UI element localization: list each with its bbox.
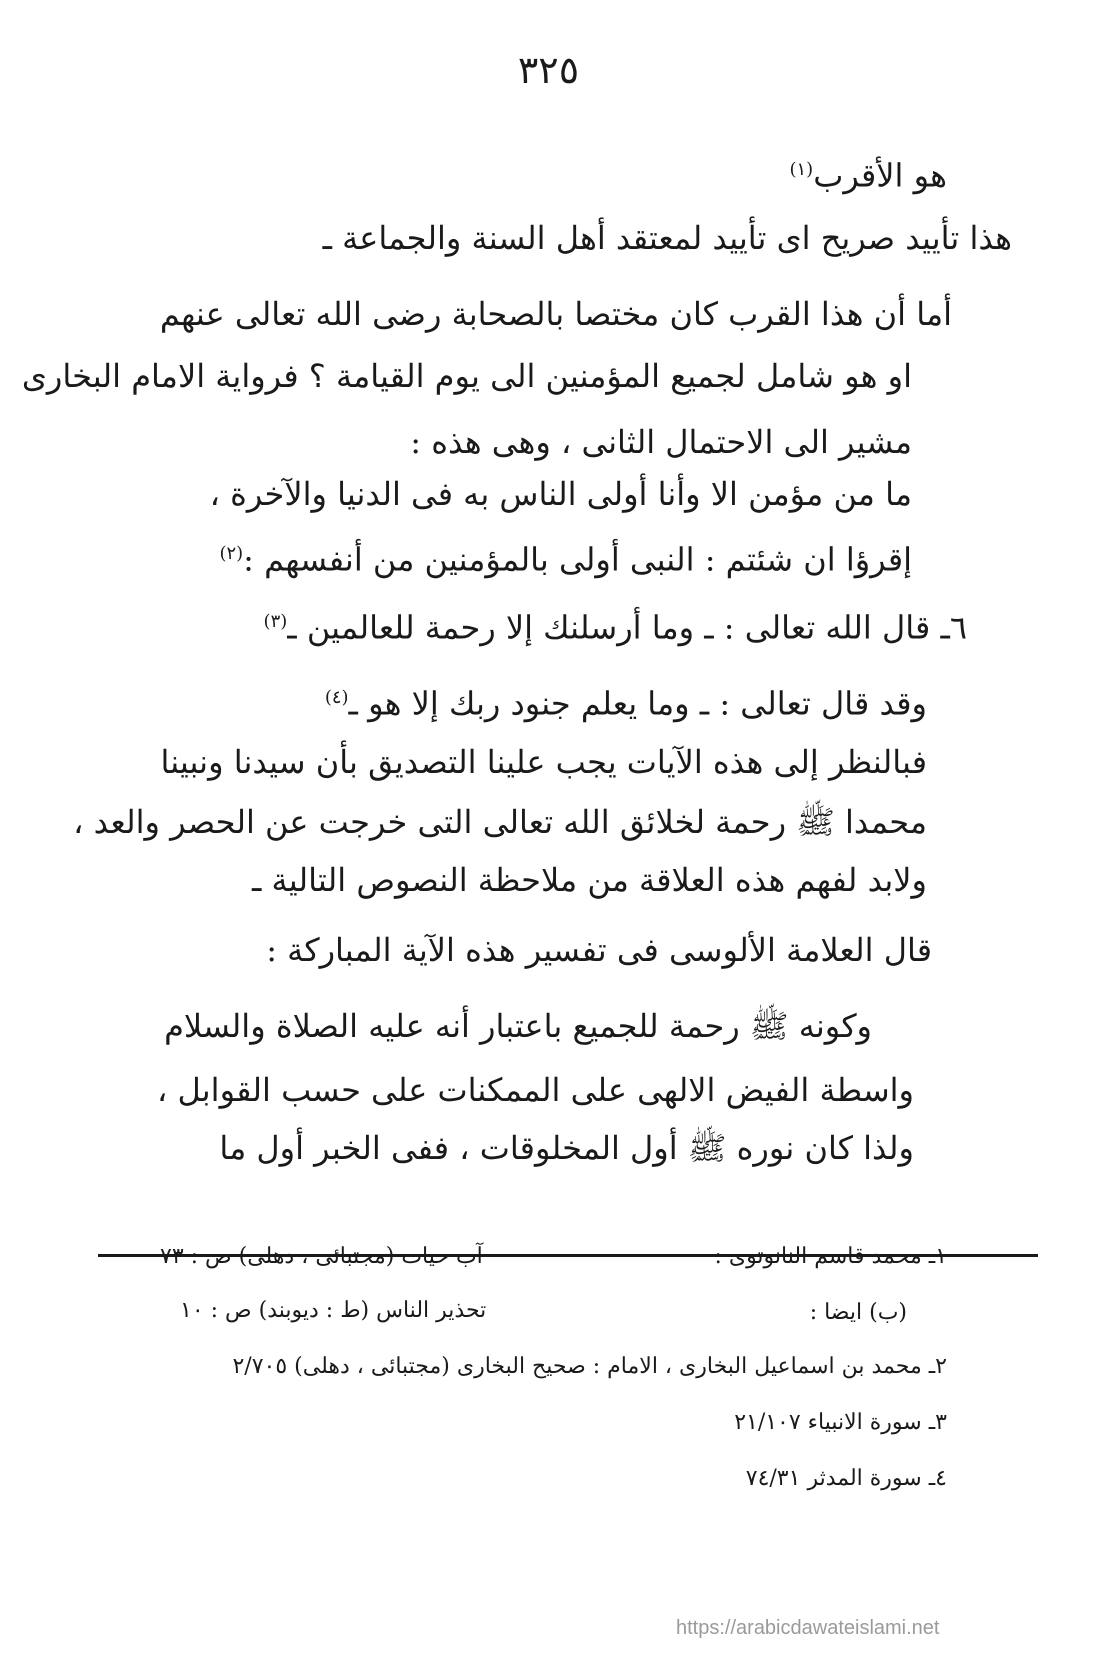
footnote-ref: (٣) [263, 611, 288, 632]
line-text: هذا تأييد صريح اى تأييد لمعتقد أهل السنة والجماعة ـ [322, 219, 1012, 257]
line-text: إقرؤا ان شئتم : النبى أولى بالمؤمنين من أنفسهم : [243, 540, 912, 579]
line-text: فبالنظر إلى هذه الآيات يجب علينا التصديق بأن سيدنا ونبينا [160, 743, 927, 781]
footnote-source: آب حيات (مجتبائى ، دهلى) ص : ٧٣ [160, 1244, 483, 1269]
line-text: ولابد لفهم هذه العلاقة من ملاحظة النصوص التالية ـ [252, 861, 927, 899]
line-text: محمدا ﷺ رحمة لخلائق الله تعالى التى خرجت عن الحصر والعد ، [73, 803, 927, 841]
footnote-ref: (١) [789, 159, 814, 180]
footnote-line: ٣ـ سورة الانبياء ٢١/١٠٧ [734, 1410, 947, 1435]
footnote-line: ٤ـ سورة المدثر ٧٤/٣١ [745, 1466, 947, 1491]
footnote-label: (ب) ايضا : [809, 1300, 907, 1325]
line-text: وكونه ﷺ رحمة للجميع باعتبار أنه عليه الصلاة والسلام [164, 1007, 872, 1045]
footnote-source: تحذير الناس (ط : ديوبند) ص : ١٠ [180, 1298, 487, 1323]
line-text: واسطة الفيض الالهى على الممكنات على حسب القوابل ، [157, 1071, 914, 1109]
watermark-url: https://arabicdawateislami.net [676, 1617, 940, 1639]
line-text: وقد قال تعالى : ـ وما يعلم جنود ربك إلا هو ـ [348, 684, 927, 723]
line-text: هو الأقرب [813, 156, 947, 195]
line-text: ما من مؤمن الا وأنا أولى الناس به فى الدنيا والآخرة ، [209, 475, 912, 513]
line-text: او هو شامل لجميع المؤمنين الى يوم القيامة ؟ فرواية الامام البخارى [21, 357, 912, 395]
line-text: ٦ـ قال الله تعالى : ـ وما أرسلنك إلا رحمة للعالمين ـ [287, 608, 967, 647]
line-text: مشير الى الاحتمال الثانى ، وهى هذه : [410, 423, 912, 461]
line-text: قال العلامة الألوسى فى تفسير هذه الآية المباركة : [266, 931, 932, 969]
line-text: ولذا كان نوره ﷺ أول المخلوقات ، ففى الخبر أول ما [219, 1129, 914, 1167]
footnote-line: ٢ـ محمد بن اسماعيل البخارى ، الامام : صحيح البخارى (مجتبائى ، دهلى) ٢/٧٠٥ [232, 1354, 947, 1379]
footnote-ref: (٢) [219, 543, 244, 564]
footnote-label: ١ـ محمد قاسم النانوتوى : [714, 1244, 947, 1269]
footnote-ref: (٤) [324, 687, 349, 708]
line-text: أما أن هذا القرب كان مختصا بالصحابة رضى الله تعالى عنهم [159, 295, 952, 333]
page-number: ٣٢٥ [517, 48, 580, 92]
